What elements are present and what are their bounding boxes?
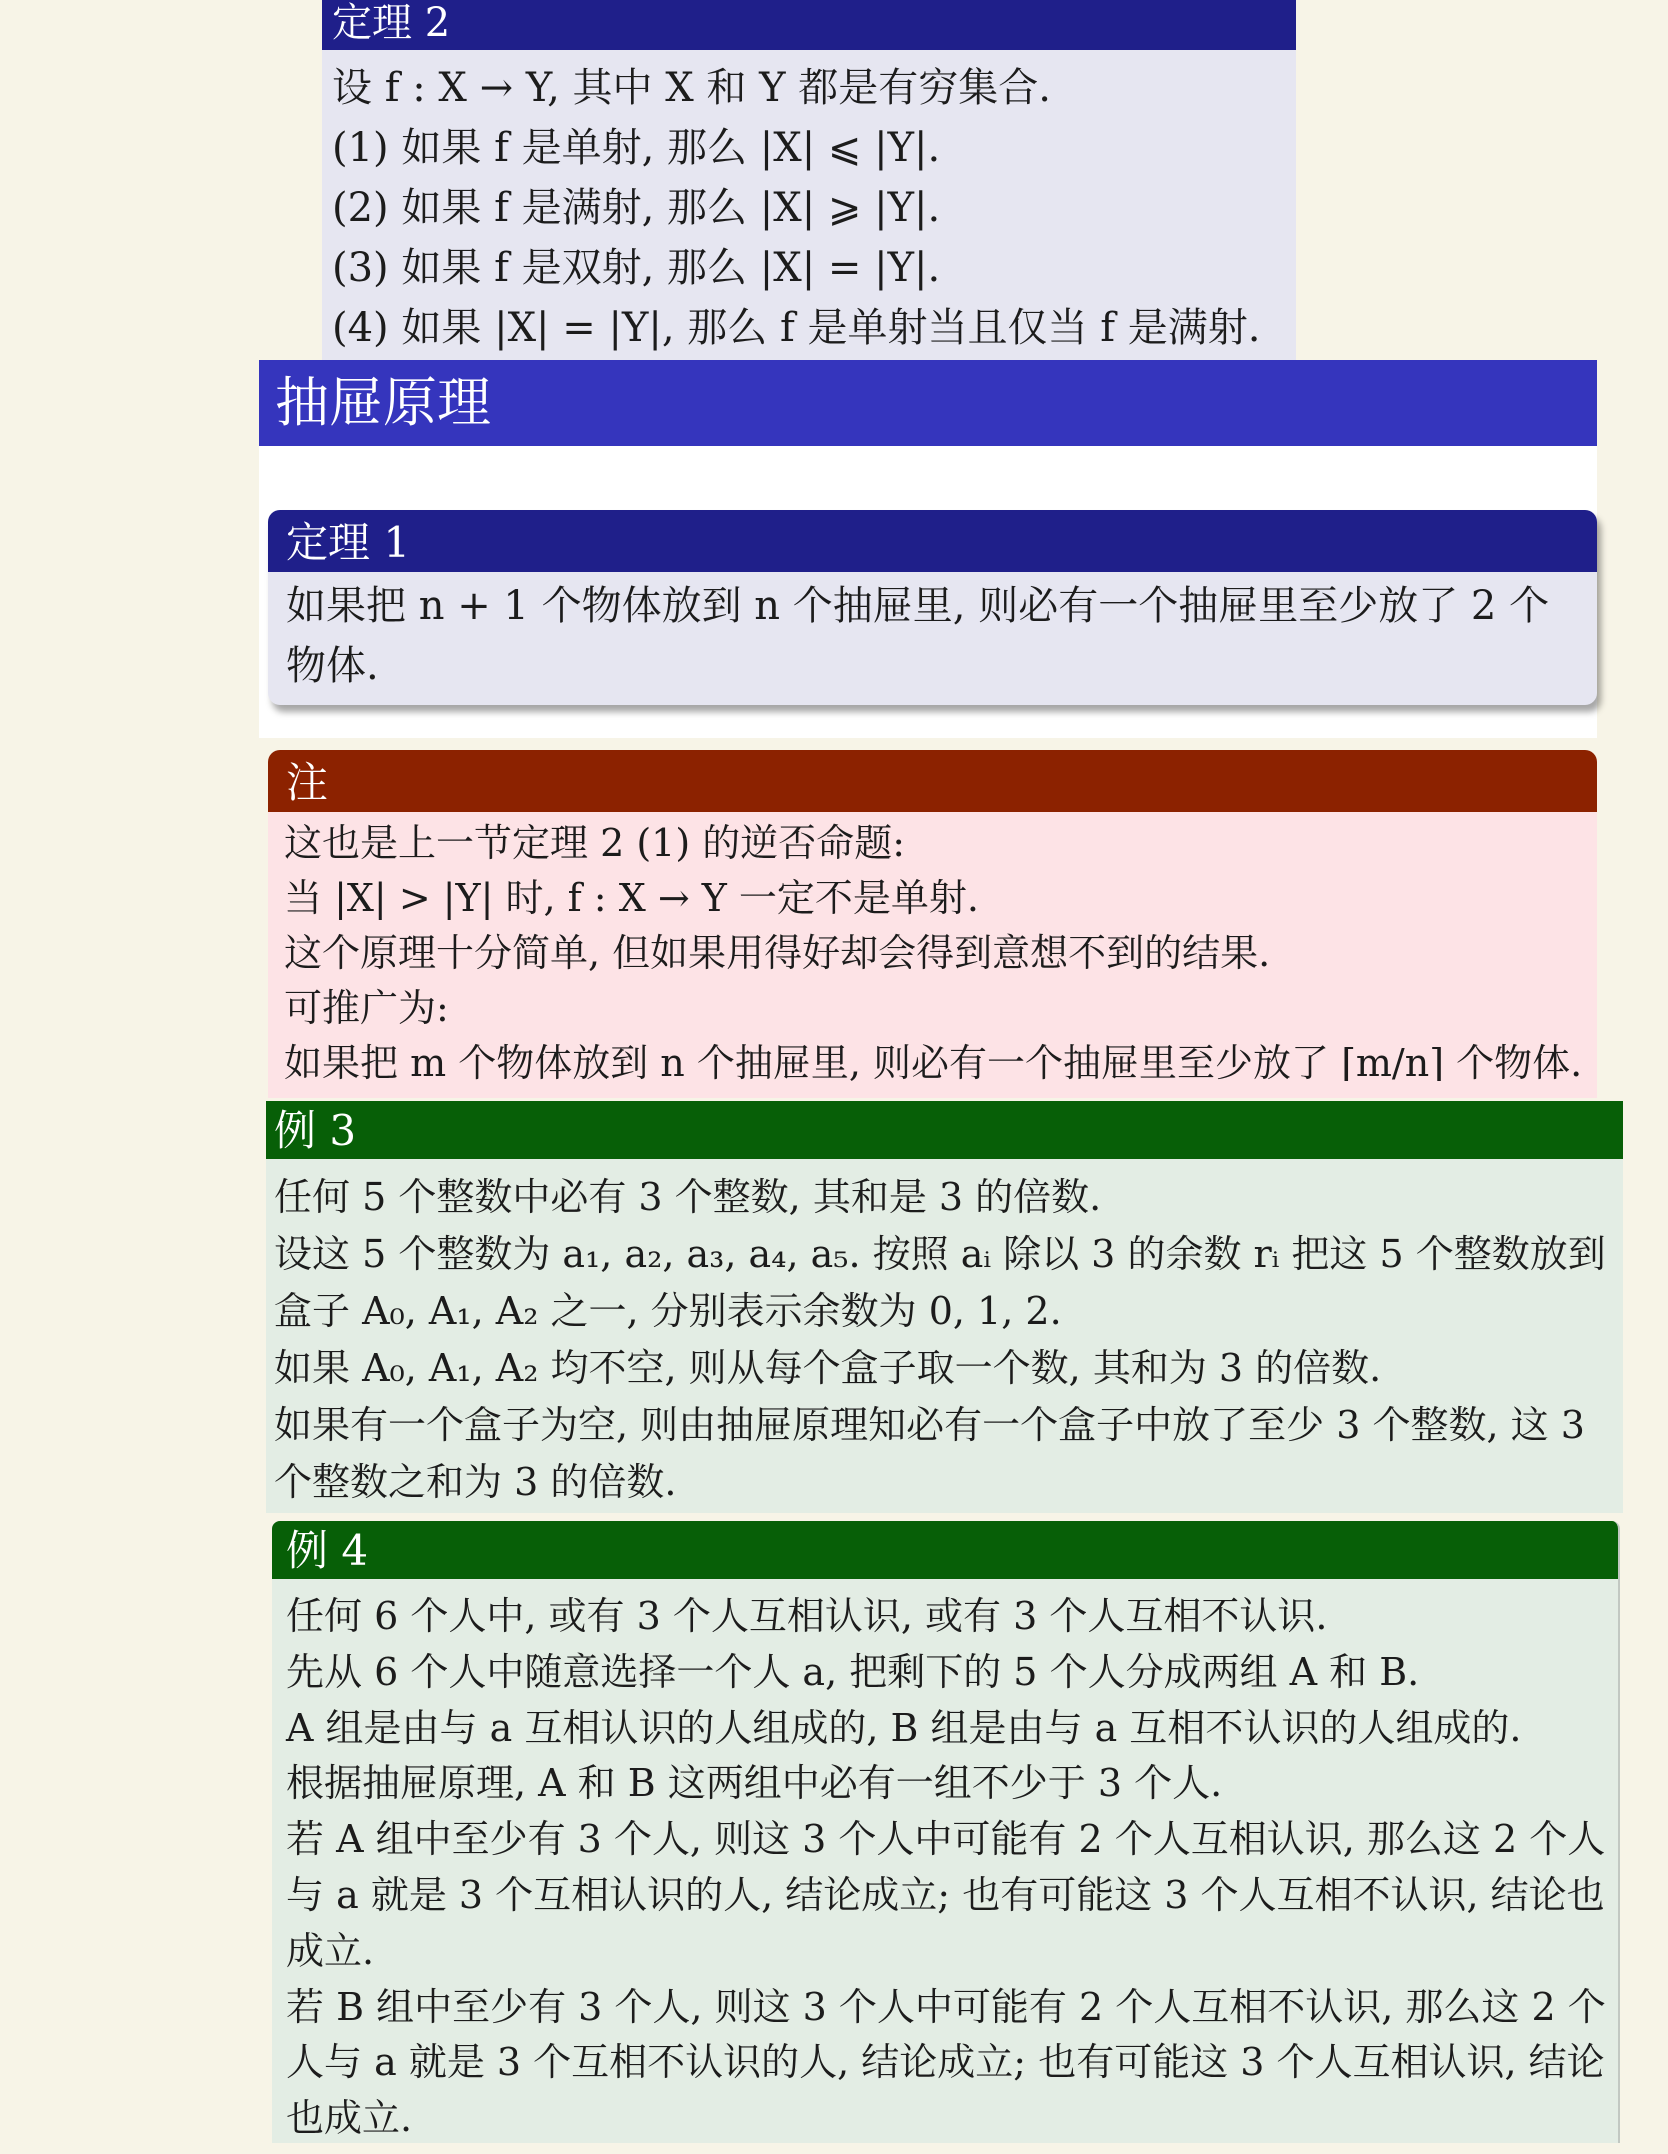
theorem-2-line: (2) 如果 f 是满射, 那么 |X| ⩾ |Y|.: [332, 185, 941, 231]
theorem-2-line: 设 f : X → Y, 其中 X 和 Y 都是有穷集合.: [332, 65, 1051, 111]
example-3-title: 例 3: [266, 1101, 1623, 1159]
section-title: 抽屉原理: [259, 360, 1597, 446]
note-line: 如果把 m 个物体放到 n 个抽屉里, 则必有一个抽屉里至少放了 ⌈m/n⌉ 个物体.: [284, 1041, 1583, 1085]
example-4-line: 也成立.: [286, 2096, 413, 2141]
theorem-1-body: [268, 572, 1597, 696]
example-3-block: [266, 1101, 1623, 1513]
example-3-line: 如果有一个盒子为空, 则由抽屉原理知必有一个盒子中放了至少 3 个整数, 这 3: [274, 1403, 1585, 1447]
note-body: [268, 812, 1597, 1091]
note-title: 注: [268, 750, 1597, 812]
example-4-block: [272, 1521, 1620, 2143]
example-4-title: 例 4: [272, 1521, 1618, 1579]
note-block: [268, 750, 1597, 1098]
example-3-line: 盒子 A₀, A₁, A₂ 之一, 分别表示余数为 0, 1, 2.: [274, 1289, 1062, 1333]
example-3-line: 如果 A₀, A₁, A₂ 均不空, 则从每个盒子取一个数, 其和为 3 的倍数.: [274, 1346, 1382, 1390]
note-line: 这也是上一节定理 2 (1) 的逆否命题:: [284, 821, 906, 865]
theorem-2-line: (1) 如果 f 是单射, 那么 |X| ⩽ |Y|.: [332, 125, 941, 171]
note-line: 可推广为:: [284, 986, 449, 1030]
example-4-line: 成立.: [286, 1928, 375, 1973]
example-4-body: [272, 1579, 1618, 2143]
note-line: 当 |X| > |Y| 时, f : X → Y 一定不是单射.: [284, 876, 979, 920]
example-3-line: 设这 5 个整数为 a₁, a₂, a₃, a₄, a₅. 按照 aᵢ 除以 3 的余数 rᵢ 把这 5 个整数放到: [274, 1232, 1606, 1276]
theorem-2-title: 定理 2: [322, 0, 1296, 50]
example-4-line: 若 A 组中至少有 3 个人, 则这 3 个人中可能有 2 个人互相认识, 那么这 2 个人: [286, 1817, 1606, 1862]
theorem-2-body: [322, 50, 1296, 358]
theorem-2-block: [322, 0, 1296, 360]
example-3-line: 个整数之和为 3 的倍数.: [274, 1460, 677, 1504]
theorem-2-line: (4) 如果 |X| = |Y|, 那么 f 是单射当且仅当 f 是满射.: [332, 305, 1261, 351]
example-4-line: 人与 a 就是 3 个互相不认识的人, 结论成立; 也有可能这 3 个人互相认识, 结论: [286, 2040, 1605, 2085]
example-4-line: 若 B 组中至少有 3 个人, 则这 3 个人中可能有 2 个人互相不认识, 那么这 2 个: [286, 1984, 1606, 2029]
example-4-line: 先从 6 个人中随意选择一个人 a, 把剩下的 5 个人分成两组 A 和 B.: [286, 1649, 1420, 1694]
theorem-2-line: (3) 如果 f 是双射, 那么 |X| = |Y|.: [332, 245, 941, 291]
theorem-1-title: 定理 1: [268, 510, 1597, 572]
note-line: 这个原理十分简单, 但如果用得好却会得到意想不到的结果.: [284, 931, 1271, 975]
example-4-line: A 组是由与 a 互相认识的人组成的, B 组是由与 a 互相不认识的人组成的.: [286, 1705, 1522, 1750]
example-4-line: 任何 6 个人中, 或有 3 个人互相认识, 或有 3 个人互相不认识.: [286, 1594, 1328, 1638]
example-3-line: 任何 5 个整数中必有 3 个整数, 其和是 3 的倍数.: [274, 1175, 1102, 1219]
theorem-1-block: [268, 510, 1597, 705]
theorem-1-line: 如果把 n + 1 个物体放到 n 个抽屉里, 则必有一个抽屉里至少放了 2 个: [286, 583, 1550, 629]
example-4-line: 根据抽屉原理, A 和 B 这两组中必有一组不少于 3 个人.: [286, 1761, 1223, 1806]
theorem-1-line: 物体.: [286, 643, 379, 689]
example-4-line: 与 a 就是 3 个互相认识的人, 结论成立; 也有可能这 3 个人互相不认识, 结论也: [286, 1872, 1605, 1917]
example-3-body: [266, 1159, 1623, 1511]
